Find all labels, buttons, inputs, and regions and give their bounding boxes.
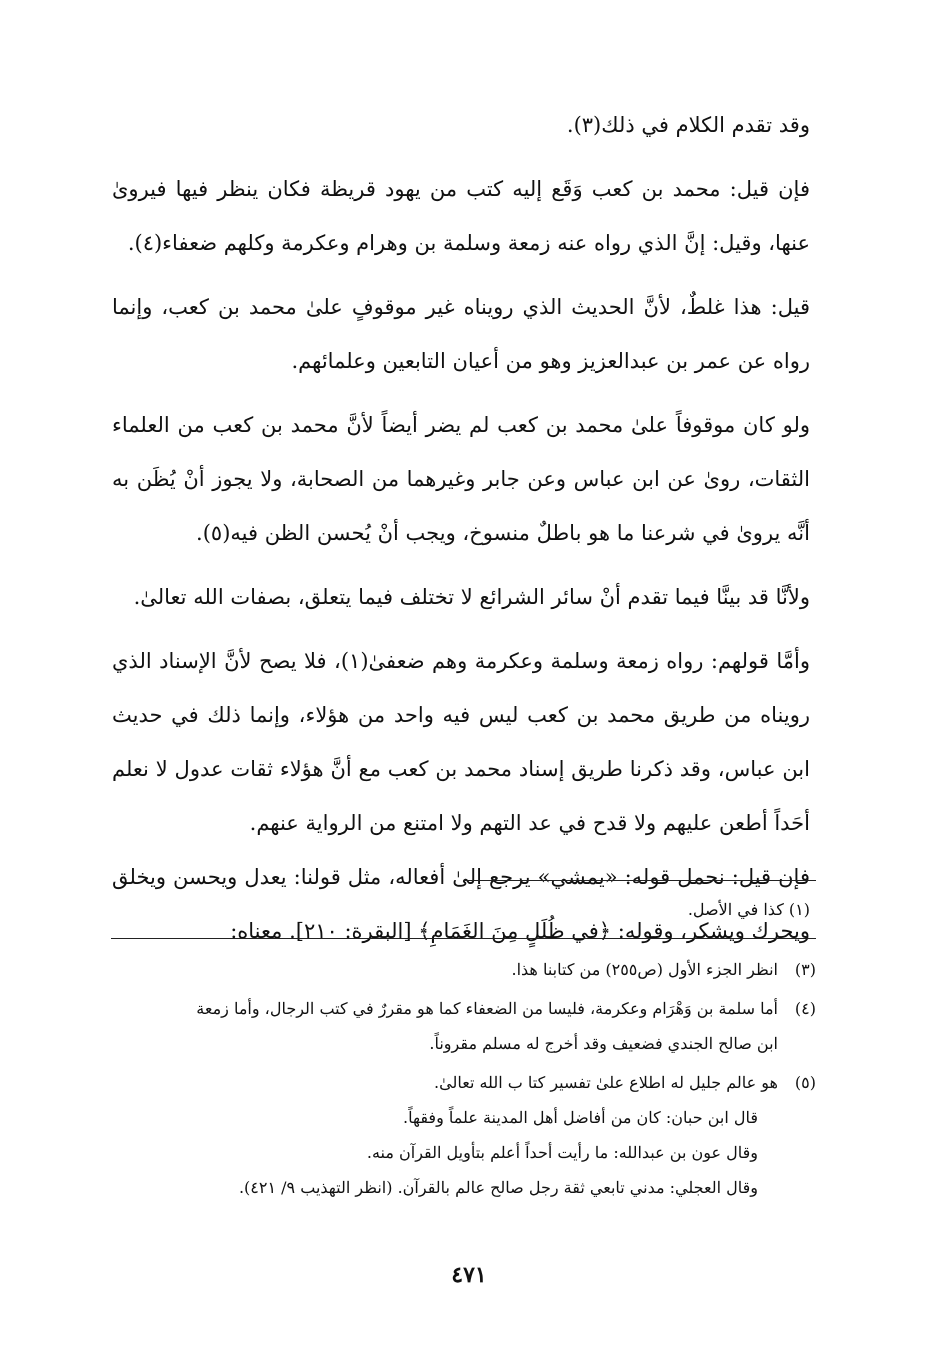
footnote-text: [106, 991, 778, 1061]
footnote-line: ابن صالح الجندي فضعيف وقد أخرج له مسلم مقروناً.: [429, 1034, 778, 1053]
footnote-divider: [111, 938, 816, 939]
footnote-quote: وقال عون بن عبدالله: ما رأيت أحداً أعلم بتأويل القرآن منه.: [366, 1143, 758, 1162]
footnote-text: [106, 952, 778, 987]
footnote-number: (٥): [794, 1073, 816, 1092]
paragraph: فإن قيل: محمد بن كعب وَقَع إليه كتب من يهود قريظة فكان ينظر فيها فيروىٰ عنها، وقيل: إنَّ الذي رواه عنه زمعة وسلمة بن وهرام وعكرمة وكلهم ضعفاء(٤).: [112, 177, 810, 255]
footnote-divider-short: [464, 880, 816, 881]
footnote-inline: (١) كذا في الأصل.: [687, 900, 810, 919]
footnote-line: أما سلمة بن وَهْرَام وعكرمة، فليسا من الضعفاء كما هو مقررٌ في كتب الرجال، وأما زمعة: [196, 999, 778, 1018]
footnote-number: (٣): [794, 960, 816, 979]
paragraph: ولو كان موقوفاً علىٰ محمد بن كعب لم يضر أيضاً لأنَّ محمد بن كعب من العلماء الثقات، روىٰ عن ابن عباس وعن جابر وغيرهما من الصحابة، ولا يجوز أنْ يُظَن به أنَّه يروىٰ في شرعنا ما هو باطلٌ منسوخ، ويجب أنْ يُحسن الظن فيه(٥).: [112, 413, 810, 545]
footnote-number: (٤): [794, 999, 816, 1018]
paragraph: فإن قيل: نحمل قوله: «يمشي» يرجع إلىٰ أفعاله، مثل قولنا: يعدل ويحسن ويخلق ويحرك ويشكر، وقوله: ﴿في ظُلَلٍ مِنَ الغَمَامِ﴾ [البقرة: ٢١٠]. معناه:: [112, 865, 810, 943]
paragraph: ولأنَّا قد بينَّا فيما تقدم أنْ سائر الشرائع لا تختلف فيما يتعلق، بصفات الله تعالىٰ.: [133, 585, 810, 609]
footnote-3: [106, 952, 816, 987]
footnote-quote: قال ابن حبان: كان من أفاضل أهل المدينة علماً وفقهاً.: [403, 1108, 758, 1127]
footnote-text: [106, 1065, 778, 1205]
footnote-quote: وقال العجلي: مدني تابعي ثقة رجل صالح عالم بالقرآن. (انظر التهذيب ٩/ ٤٢١).: [238, 1178, 758, 1197]
footnote-4: [106, 991, 816, 1061]
footnotes: [106, 952, 816, 1209]
main-text: [112, 98, 810, 958]
footnote-line: هو عالم جليل له اطلاع علىٰ تفسير كتا ب الله تعالىٰ.: [434, 1073, 778, 1092]
page-number: ٤٧١: [451, 1262, 487, 1288]
paragraph: وقد تقدم الكلام في ذلك(٣).: [566, 113, 810, 137]
footnote-5: [106, 1065, 816, 1205]
paragraph: قيل: هذا غلطٌ، لأنَّ الحديث الذي رويناه غير موقوفٍ علىٰ محمد بن كعب، وإنما رواه عن عمر بن عبدالعزيز وهو من أعيان التابعين وعلمائهم.: [112, 295, 810, 373]
paragraph: وأمَّا قولهم: رواه زمعة وسلمة وعكرمة وهم ضعفىٰ(١)، فلا يصح لأنَّ الإسناد الذي رويناه من طريق محمد بن كعب ليس فيه واحد من هؤلاء، وإنما ذلك في حديث ابن عباس، وقد ذكرنا طريق إسناد محمد بن كعب مع أنَّ هؤلاء ثقات عدول لا نعلم أحَداً أطعن عليهم ولا قدح في عد التهم ولا امتنع من الرواية عنهم.: [112, 649, 810, 835]
footnote-line: انظر الجزء الأول (ص٢٥٥) من كتابنا هذا.: [511, 960, 778, 979]
